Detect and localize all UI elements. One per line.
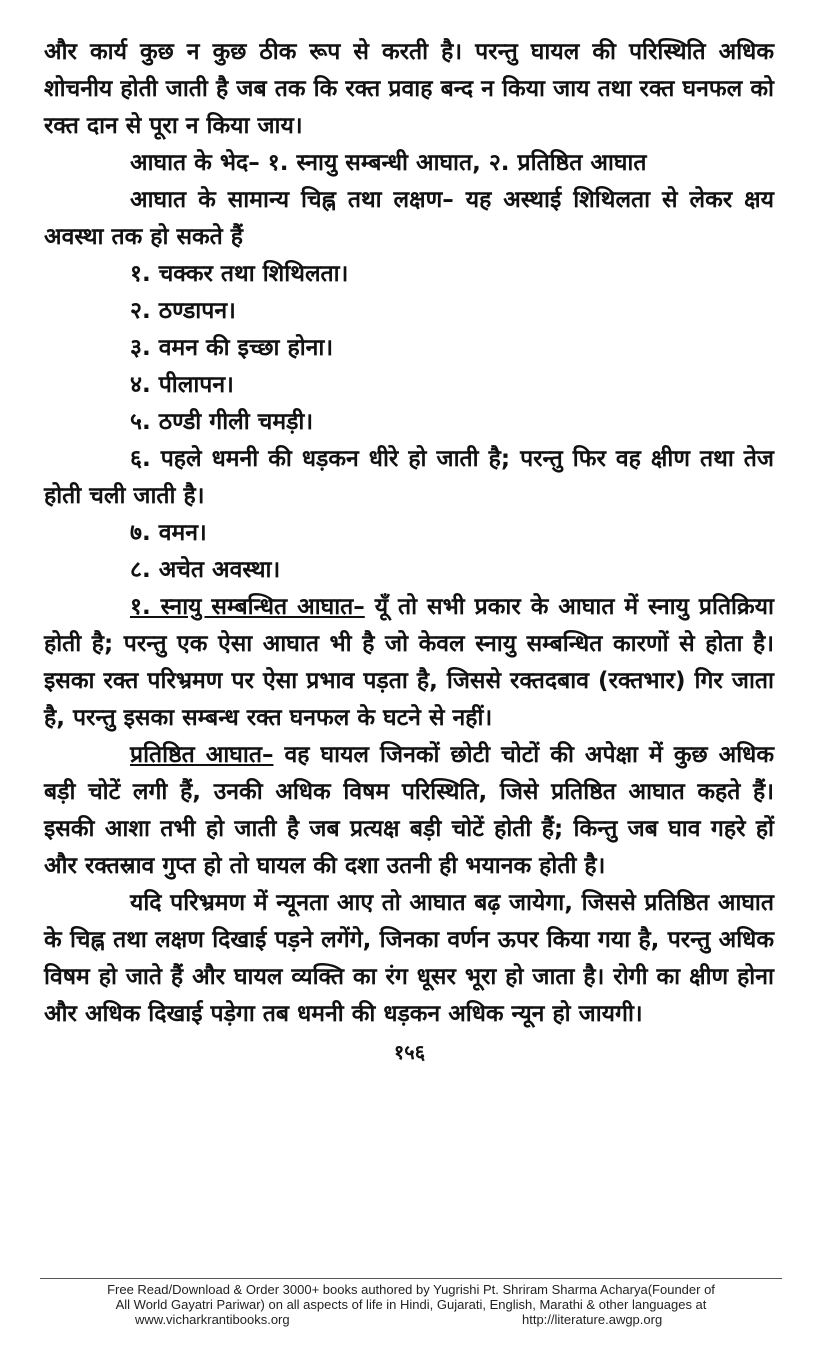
- symptom-item: ४. पीलापन।: [130, 372, 234, 398]
- intro-paragraph: और कार्य कुछ न कुछ ठीक रूप से करती है। परन्तु घायल की परिस्थिति अधिक शोचनीय होती जाती है जब तक कि रक्त प्रवाह बन्द न किया जाय तथा रक्त घनफल को रक्त दान से पूरा न किया जाय।: [44, 39, 774, 139]
- symptom-item: ३. वमन की इच्छा होना।: [130, 335, 334, 361]
- footer-line-1: Free Read/Download & Order 3000+ books authored by Yugrishi Pt. Shriram Sharma Acharya(Founder of: [107, 1282, 715, 1297]
- symptom-item: ६. पहले धमनी की धड़कन धीरे हो जाती है; परन्तु फिर वह क्षीण तथा तेज होती चली जाती है।: [44, 446, 774, 509]
- symptoms-text: यह अस्थाई शिथिलता से लेकर क्षय अवस्था तक हो सकते हैं: [44, 187, 774, 250]
- footer-links: [40, 1312, 782, 1327]
- symptoms-paragraph: [44, 182, 774, 256]
- page-number: १५६: [393, 1040, 426, 1064]
- types-paragraph: [44, 145, 774, 182]
- symptom-item: २. ठण्डापन।: [130, 298, 236, 324]
- symptom-item: ५. ठण्डी गीली चमड़ी।: [130, 409, 314, 435]
- types-text: १. स्नायु सम्बन्धी आघात, २. प्रतिष्ठित आघात: [259, 150, 647, 176]
- symptom-item: १. चक्कर तथा शिथिलता।: [130, 261, 349, 287]
- body-text: [44, 34, 774, 1033]
- vicharkranti-link[interactable]: www.vicharkrantibooks.org: [135, 1312, 290, 1327]
- nervous-shock-heading: १. स्नायु सम्बन्धित आघात–: [130, 594, 365, 620]
- footer-divider: [40, 1278, 782, 1279]
- final-paragraph: यदि परिभ्रमण में न्यूनता आए तो आघात बढ़ जायेगा, जिससे प्रतिष्ठित आघात के चिह्न तथा लक्षण दिखाई पड़ने लगेंगे, जिनका वर्णन ऊपर किया गया है, परन्तु अधिक विषम हो जाते हैं और घायल व्यक्ति का रंग धूसर भूरा हो जाता है। रोगी का क्षीण होना और अधिक दिखाई पड़ेगा तब धमनी की धड़कन अधिक न्यून हो जायगी।: [44, 890, 774, 1027]
- types-heading: आघात के भेद–: [130, 150, 260, 176]
- established-shock-paragraph: [44, 737, 774, 885]
- symptom-item: ७. वमन।: [130, 520, 207, 546]
- footer-line-2: All World Gayatri Pariwar) on all aspects of life in Hindi, Gujarati, English, Marathi & other languages at: [115, 1297, 707, 1312]
- nervous-shock-paragraph: [44, 589, 774, 737]
- awgp-literature-link[interactable]: http://literature.awgp.org: [522, 1312, 663, 1327]
- symptom-item: ८. अचेत अवस्था।: [130, 557, 281, 583]
- nervous-shock-text: यूँ तो सभी प्रकार के आघात में स्नायु प्रतिक्रिया होती है; परन्तु एक ऐसा आघात भी है जो केवल स्नायु सम्बन्धित कारणों से होता है। इसका रक्त परिभ्रमण पर ऐसा प्रभाव पड़ता है, जिससे रक्तदबाव (रक्तभार) गिर जाता है, परन्तु इसका सम्बन्ध रक्त घनफल के घटने से नहीं।: [44, 594, 774, 731]
- symptoms-heading: आघात के सामान्य चिह्न तथा लक्षण–: [130, 187, 454, 213]
- footer: [40, 1282, 782, 1327]
- established-shock-text: वह घायल जिनकों छोटी चोटों की अपेक्षा में कुछ अधिक बड़ी चोटें लगी हैं, उनकी अधिक विषम परिस्थिति, जिसे प्रतिष्ठित आघात कहते हैं। इसकी आशा तभी हो जाती है जब प्रत्यक्ष बड़ी चोटें होती हैं; किन्तु जब घाव गहरे हों और रक्तस्राव गुप्त हो तो घायल की दशा उतनी ही भयानक होती है।: [44, 742, 774, 879]
- established-shock-heading: प्रतिष्ठित आघात–: [130, 742, 274, 768]
